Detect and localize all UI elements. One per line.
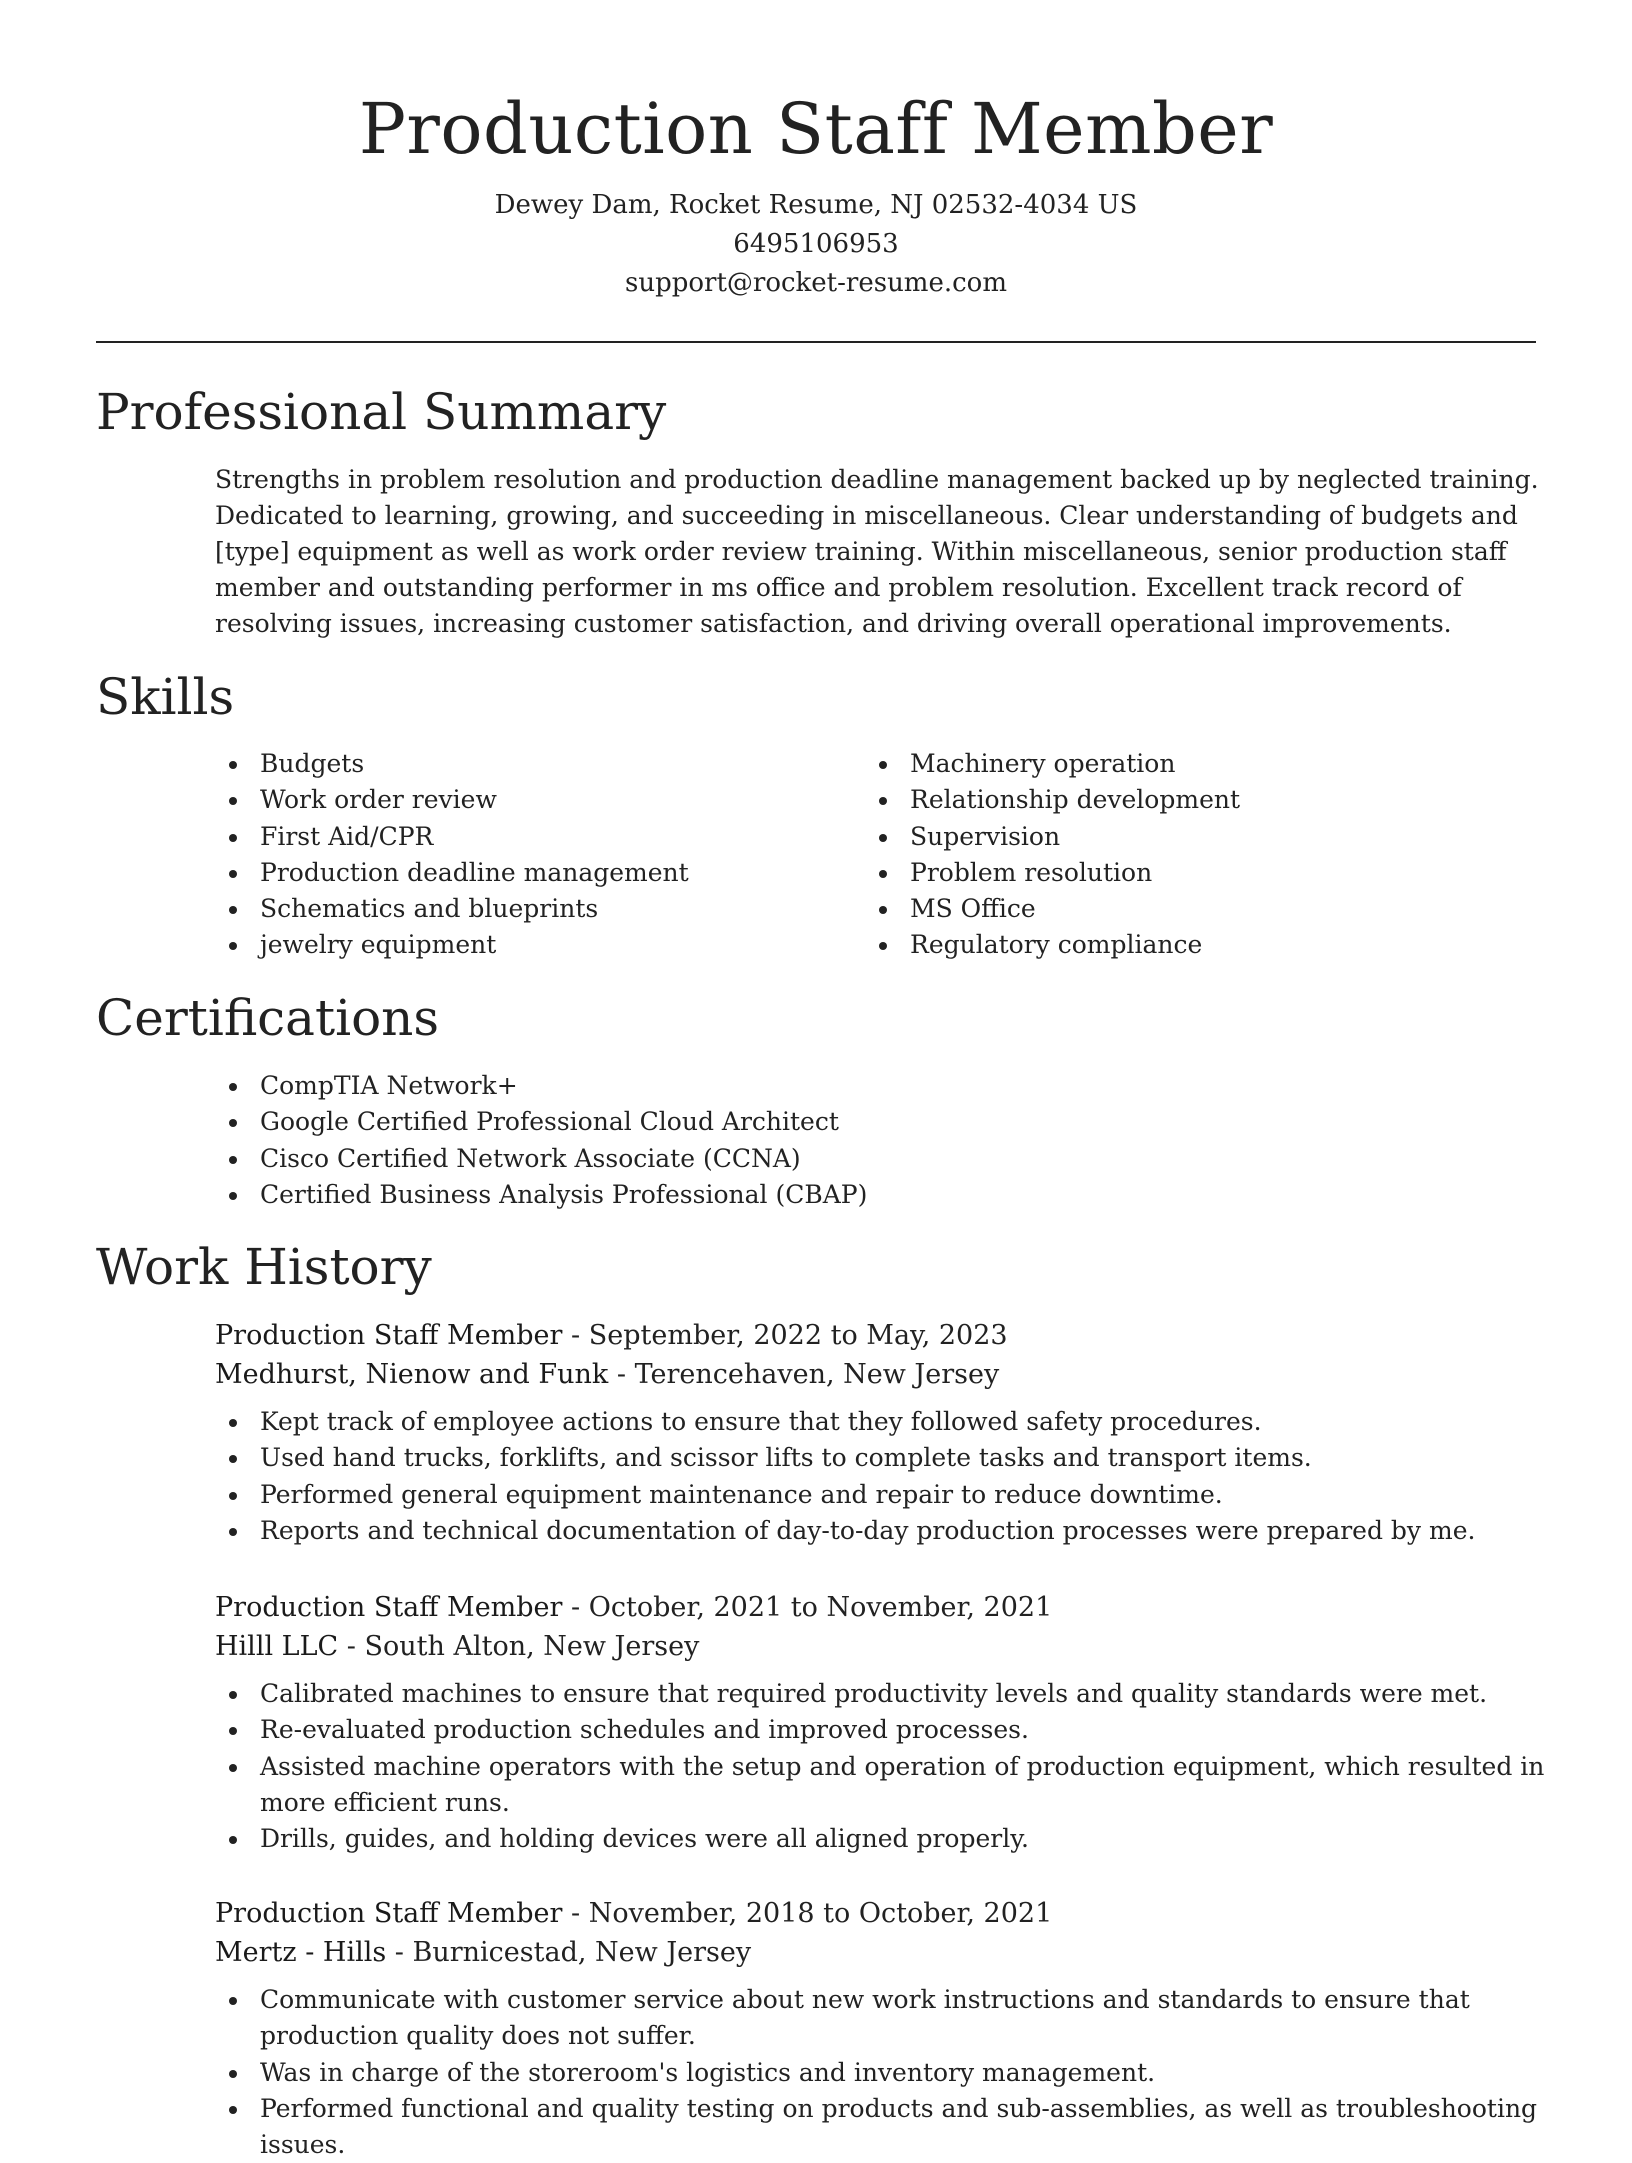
job-bullet: Kept track of employee actions to ensure that they followed safety procedures. — [215, 1404, 1545, 1440]
job-company-line — [215, 1355, 1545, 1394]
skills-column-right — [865, 746, 1465, 964]
job-location: Terencehaven, New Jersey — [634, 1359, 1000, 1390]
job-title: Production Staff Member — [215, 1320, 563, 1351]
skill-item: Schematics and blueprints — [215, 891, 815, 927]
certifications-list — [215, 1068, 1545, 1213]
job-title-line — [215, 1316, 1545, 1355]
job-bullets — [215, 1982, 1545, 2163]
resume-header — [0, 0, 1632, 303]
certification-item: Cisco Certified Network Associate (CCNA) — [215, 1141, 1545, 1177]
job-title-line — [215, 1588, 1545, 1627]
job-bullet: Was in charge of the storeroom's logistics and inventory management. — [215, 2055, 1545, 2091]
skill-item: MS Office — [865, 891, 1465, 927]
skill-item: First Aid/CPR — [215, 819, 815, 855]
contact-info — [0, 186, 1632, 303]
skill-item: Machinery operation — [865, 746, 1465, 782]
job-entry — [215, 1588, 1545, 1857]
job-company: Medhurst, Nienow and Funk — [215, 1359, 609, 1390]
contact-address: Dewey Dam, Rocket Resume, NJ 02532-4034 US — [494, 190, 1138, 220]
job-separator: - — [346, 1631, 365, 1662]
job-separator: - — [571, 1320, 589, 1351]
skill-item: jewelry equipment — [215, 927, 815, 963]
job-dates: October, 2021 to November, 2021 — [588, 1592, 1053, 1623]
job-bullet: Assisted machine operators with the setup and operation of production equipment, which resulted in more efficient runs. — [215, 1749, 1545, 1822]
job-dates: September, 2022 to May, 2023 — [588, 1320, 1008, 1351]
job-bullet: Performed general equipment maintenance and repair to reduce downtime. — [215, 1477, 1545, 1513]
certifications-block — [215, 1068, 1545, 1213]
skills-list-left — [215, 746, 815, 964]
job-company: Hilll LLC — [215, 1631, 339, 1662]
job-entry — [215, 1316, 1545, 1549]
candidate-name: Production Staff Member — [358, 88, 1274, 170]
skill-item: Relationship development — [865, 782, 1465, 818]
skills-column-left — [215, 746, 815, 964]
job-separator: - — [571, 1592, 589, 1623]
job-bullet: Used hand trucks, forklifts, and scissor lifts to complete tasks and transport items. — [215, 1440, 1545, 1476]
job-company-line — [215, 1627, 1545, 1666]
job-bullets — [215, 1676, 1545, 1857]
skill-item: Regulatory compliance — [865, 927, 1465, 963]
job-title-line — [215, 1894, 1545, 1933]
certification-item: Certified Business Analysis Professional (CBAP) — [215, 1177, 1545, 1213]
job-bullet: Drills, guides, and holding devices were all aligned properly. — [215, 1821, 1545, 1857]
job-location: Burnicestad, New Jersey — [412, 1937, 752, 1968]
certification-item: Google Certified Professional Cloud Architect — [215, 1104, 1545, 1140]
job-location: South Alton, New Jersey — [364, 1631, 700, 1662]
contact-email: support@rocket-resume.com — [624, 268, 1007, 298]
skills-heading: Skills — [96, 668, 235, 726]
job-entry — [215, 1894, 1545, 2163]
skill-item: Supervision — [865, 819, 1465, 855]
contact-phone: 6495106953 — [733, 229, 899, 259]
skill-item: Production deadline management — [215, 855, 815, 891]
job-separator: - — [571, 1898, 589, 1929]
job-separator: - — [616, 1359, 635, 1390]
summary-text: Strengths in problem resolution and production deadline management backed up by neglected training. Dedicated to learning, growing, and succeeding in miscellaneous. Clear understanding of budgets and [type] equipment as well as work order review training. Within miscellaneous, senior production staff member and outstanding performer in ms office and problem resolution. Excellent track record of resolving issues, increasing customer satisfaction, and driving overall operational improvements. — [215, 465, 1539, 638]
job-title: Production Staff Member — [215, 1898, 563, 1929]
skill-item: Budgets — [215, 746, 815, 782]
work-history-heading: Work History — [96, 1238, 432, 1296]
certification-item: CompTIA Network+ — [215, 1068, 1545, 1104]
job-company: Mertz - Hills — [215, 1937, 387, 1968]
job-company-line — [215, 1933, 1545, 1972]
job-bullet: Reports and technical documentation of day-to-day production processes were prepared by me. — [215, 1513, 1545, 1549]
job-bullet: Communicate with customer service about new work instructions and standards to ensure that production quality does not suffer. — [215, 1982, 1545, 2055]
job-bullet: Performed functional and quality testing on products and sub-assemblies, as well as troubleshooting issues. — [215, 2091, 1545, 2163]
job-bullet: Calibrated machines to ensure that required productivity levels and quality standards were met. — [215, 1676, 1545, 1712]
job-title: Production Staff Member — [215, 1592, 563, 1623]
job-bullets — [215, 1404, 1545, 1549]
summary-heading: Professional Summary — [96, 383, 667, 441]
skill-item: Problem resolution — [865, 855, 1465, 891]
job-separator: - — [394, 1937, 413, 1968]
skills-list-right — [865, 746, 1465, 964]
job-dates: November, 2018 to October, 2021 — [588, 1898, 1053, 1929]
skill-item: Work order review — [215, 782, 815, 818]
certifications-heading: Certifications — [96, 989, 440, 1047]
job-bullet: Re-evaluated production schedules and improved processes. — [215, 1712, 1545, 1748]
header-divider — [96, 341, 1536, 343]
